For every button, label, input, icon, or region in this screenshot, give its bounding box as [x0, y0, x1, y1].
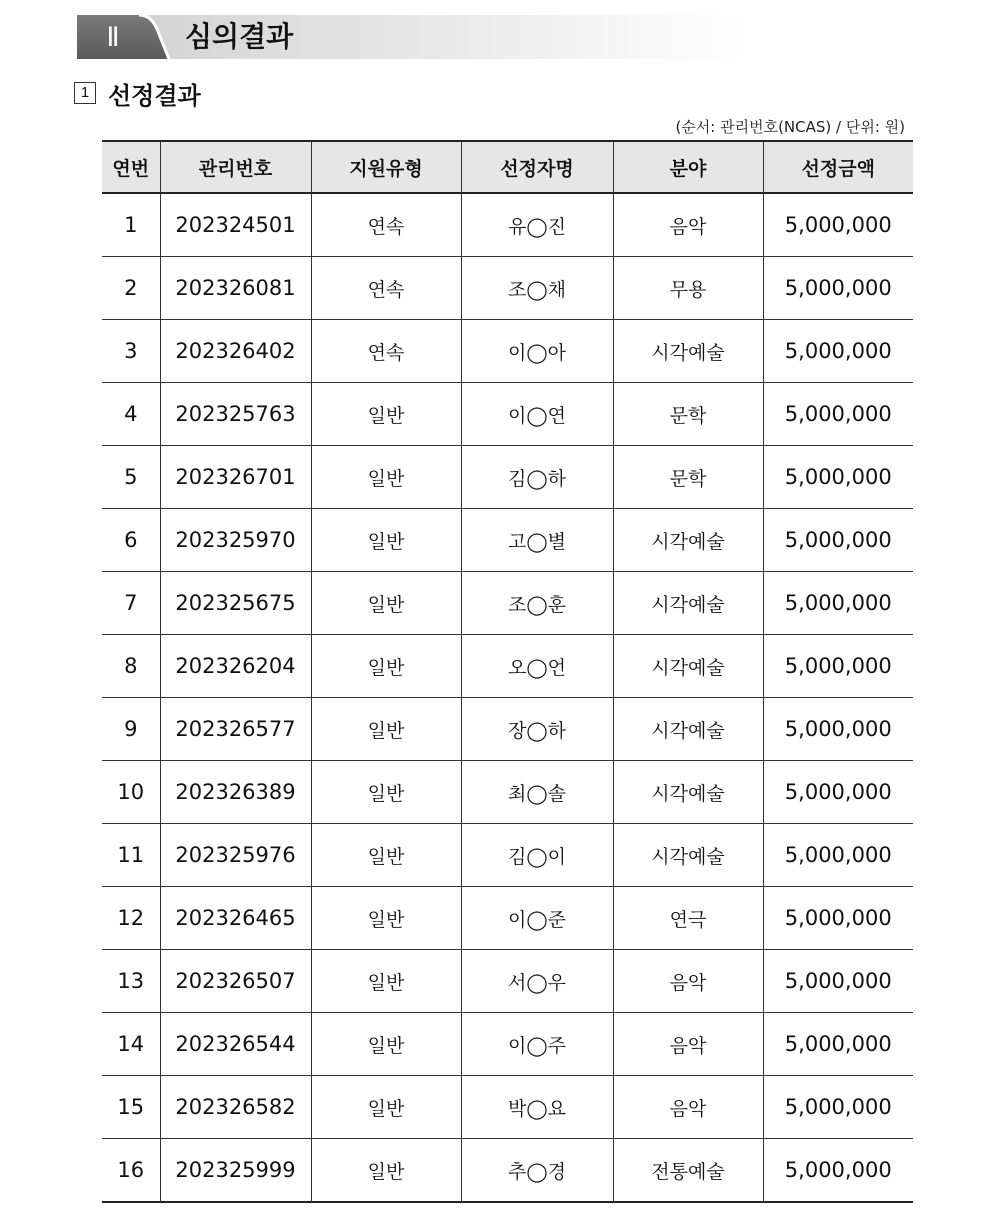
row-field-cell: 전통예술 — [613, 1139, 763, 1203]
row-support-type-cell: 일반 — [311, 887, 461, 950]
row-field-cell: 음악 — [613, 950, 763, 1013]
row-seq-cell: 13 — [102, 950, 160, 1013]
subsection-title: 선정결과 — [108, 81, 201, 110]
row-support-type-cell: 일반 — [311, 446, 461, 509]
row-amount-cell: 5,000,000 — [763, 572, 913, 635]
row-management-number-cell: 202326081 — [160, 257, 311, 320]
section-banner-background — [77, 15, 745, 59]
row-field-cell: 시각예술 — [613, 320, 763, 383]
row-field-cell: 연극 — [613, 887, 763, 950]
row-management-number-cell: 202326577 — [160, 698, 311, 761]
subsection-heading — [74, 76, 201, 110]
row-amount-cell: 5,000,000 — [763, 1076, 913, 1139]
row-selected-name-cell: 고◯별 — [461, 509, 613, 572]
row-field-cell: 문학 — [613, 383, 763, 446]
row-management-number-cell: 202325999 — [160, 1139, 311, 1203]
row-field-cell: 음악 — [613, 1076, 763, 1139]
row-support-type-cell: 일반 — [311, 761, 461, 824]
row-support-type-cell: 일반 — [311, 950, 461, 1013]
row-support-type-cell: 일반 — [311, 698, 461, 761]
table-row — [102, 1076, 913, 1139]
row-amount-cell: 5,000,000 — [763, 509, 913, 572]
header-amount: 선정금액 — [763, 141, 913, 193]
table-row — [102, 572, 913, 635]
row-amount-cell: 5,000,000 — [763, 887, 913, 950]
row-seq-cell: 6 — [102, 509, 160, 572]
header-seq: 연번 — [102, 141, 160, 193]
row-field-cell: 문학 — [613, 446, 763, 509]
table-row — [102, 950, 913, 1013]
row-selected-name-cell: 장◯하 — [461, 698, 613, 761]
table-row — [102, 1013, 913, 1076]
row-seq-cell: 16 — [102, 1139, 160, 1203]
row-selected-name-cell: 박◯요 — [461, 1076, 613, 1139]
row-support-type-cell: 연속 — [311, 257, 461, 320]
row-selected-name-cell: 이◯준 — [461, 887, 613, 950]
row-field-cell: 음악 — [613, 193, 763, 257]
row-support-type-cell: 일반 — [311, 383, 461, 446]
row-seq-cell: 8 — [102, 635, 160, 698]
row-amount-cell: 5,000,000 — [763, 824, 913, 887]
row-seq-cell: 10 — [102, 761, 160, 824]
row-seq-cell: 9 — [102, 698, 160, 761]
row-seq-cell: 11 — [102, 824, 160, 887]
row-management-number-cell: 202326465 — [160, 887, 311, 950]
row-selected-name-cell: 조◯훈 — [461, 572, 613, 635]
table-row — [102, 257, 913, 320]
row-amount-cell: 5,000,000 — [763, 698, 913, 761]
row-field-cell: 시각예술 — [613, 698, 763, 761]
table-row — [102, 193, 913, 257]
table-row — [102, 761, 913, 824]
header-support-type: 지원유형 — [311, 141, 461, 193]
row-amount-cell: 5,000,000 — [763, 761, 913, 824]
row-selected-name-cell: 유◯진 — [461, 193, 613, 257]
row-support-type-cell: 연속 — [311, 193, 461, 257]
row-seq-cell: 15 — [102, 1076, 160, 1139]
section-title: 심의결과 — [185, 20, 294, 53]
row-support-type-cell: 일반 — [311, 1139, 461, 1203]
row-selected-name-cell: 최◯솔 — [461, 761, 613, 824]
row-amount-cell: 5,000,000 — [763, 383, 913, 446]
row-seq-cell: 5 — [102, 446, 160, 509]
row-support-type-cell: 일반 — [311, 1076, 461, 1139]
row-selected-name-cell: 조◯채 — [461, 257, 613, 320]
subsection-number-box: 1 — [74, 82, 96, 104]
row-management-number-cell: 202326701 — [160, 446, 311, 509]
row-field-cell: 시각예술 — [613, 635, 763, 698]
row-management-number-cell: 202326544 — [160, 1013, 311, 1076]
row-support-type-cell: 연속 — [311, 320, 461, 383]
row-management-number-cell: 202324501 — [160, 193, 311, 257]
table-row — [102, 320, 913, 383]
table-row — [102, 383, 913, 446]
row-amount-cell: 5,000,000 — [763, 1139, 913, 1203]
row-support-type-cell: 일반 — [311, 824, 461, 887]
row-seq-cell: 2 — [102, 257, 160, 320]
row-amount-cell: 5,000,000 — [763, 950, 913, 1013]
row-field-cell: 시각예술 — [613, 761, 763, 824]
row-management-number-cell: 202326507 — [160, 950, 311, 1013]
row-selected-name-cell: 추◯경 — [461, 1139, 613, 1203]
row-selected-name-cell: 이◯아 — [461, 320, 613, 383]
section-numeral: Ⅱ — [106, 22, 120, 52]
row-selected-name-cell: 오◯언 — [461, 635, 613, 698]
row-management-number-cell: 202326582 — [160, 1076, 311, 1139]
table-row — [102, 509, 913, 572]
header-field: 분야 — [613, 141, 763, 193]
table-note: (순서: 관리번호(NCAS) / 단위: 원) — [675, 118, 905, 136]
row-field-cell: 시각예술 — [613, 572, 763, 635]
row-amount-cell: 5,000,000 — [763, 257, 913, 320]
row-support-type-cell: 일반 — [311, 509, 461, 572]
table-row — [102, 446, 913, 509]
row-management-number-cell: 202325976 — [160, 824, 311, 887]
row-support-type-cell: 일반 — [311, 572, 461, 635]
row-management-number-cell: 202325675 — [160, 572, 311, 635]
row-seq-cell: 7 — [102, 572, 160, 635]
row-amount-cell: 5,000,000 — [763, 446, 913, 509]
table-row — [102, 887, 913, 950]
row-seq-cell: 3 — [102, 320, 160, 383]
section-banner — [77, 15, 745, 59]
results-table — [102, 140, 913, 1203]
row-management-number-cell: 202326204 — [160, 635, 311, 698]
row-selected-name-cell: 서◯우 — [461, 950, 613, 1013]
row-field-cell: 무용 — [613, 257, 763, 320]
row-selected-name-cell: 이◯연 — [461, 383, 613, 446]
row-management-number-cell: 202325763 — [160, 383, 311, 446]
row-management-number-cell: 202325970 — [160, 509, 311, 572]
row-management-number-cell: 202326389 — [160, 761, 311, 824]
row-seq-cell: 4 — [102, 383, 160, 446]
row-support-type-cell: 일반 — [311, 1013, 461, 1076]
row-amount-cell: 5,000,000 — [763, 193, 913, 257]
table-row — [102, 1139, 913, 1203]
row-amount-cell: 5,000,000 — [763, 635, 913, 698]
row-seq-cell: 1 — [102, 193, 160, 257]
row-selected-name-cell: 김◯이 — [461, 824, 613, 887]
row-field-cell: 시각예술 — [613, 509, 763, 572]
header-selected-name: 선정자명 — [461, 141, 613, 193]
row-selected-name-cell: 이◯주 — [461, 1013, 613, 1076]
table-body — [102, 193, 913, 1202]
row-support-type-cell: 일반 — [311, 635, 461, 698]
table-row — [102, 698, 913, 761]
row-seq-cell: 14 — [102, 1013, 160, 1076]
table-header-row — [102, 141, 913, 193]
row-field-cell: 음악 — [613, 1013, 763, 1076]
header-management-number: 관리번호 — [160, 141, 311, 193]
row-selected-name-cell: 김◯하 — [461, 446, 613, 509]
row-seq-cell: 12 — [102, 887, 160, 950]
table-row — [102, 824, 913, 887]
row-amount-cell: 5,000,000 — [763, 320, 913, 383]
row-management-number-cell: 202326402 — [160, 320, 311, 383]
row-field-cell: 시각예술 — [613, 824, 763, 887]
row-amount-cell: 5,000,000 — [763, 1013, 913, 1076]
table-row — [102, 635, 913, 698]
